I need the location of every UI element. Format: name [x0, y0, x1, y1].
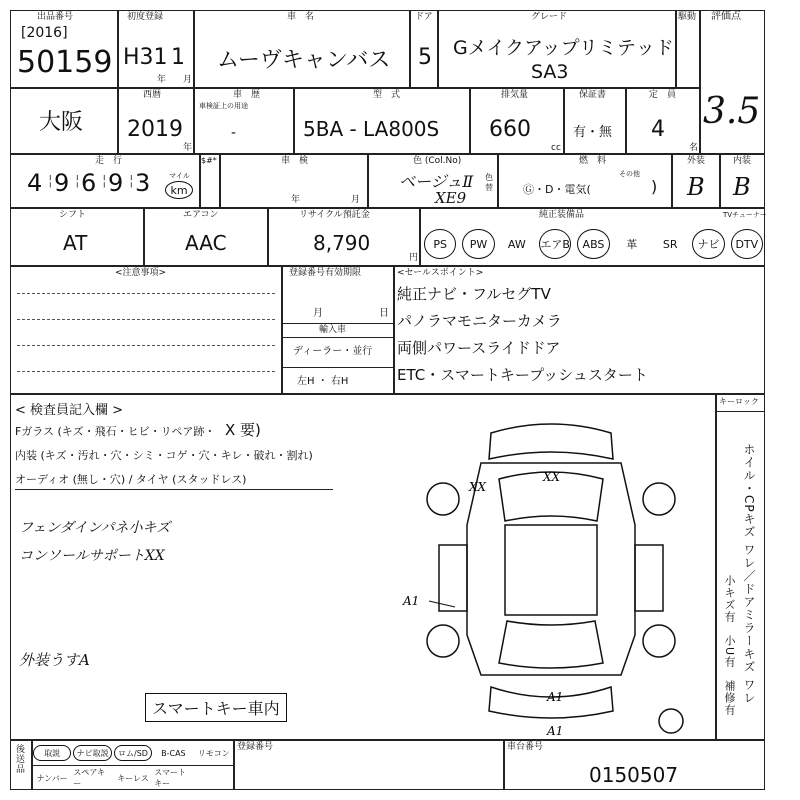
ac-cell: [144, 208, 268, 266]
caution-cell: [10, 266, 282, 394]
model-code: 5BA - LA800S: [303, 117, 440, 141]
equipment-item: 革: [626, 238, 638, 251]
reg-expiry-cell: [282, 266, 394, 394]
mileage-digit: 6: [81, 169, 97, 197]
equipment-item: エアB: [539, 229, 571, 259]
equip-label: 純正装備品: [539, 210, 585, 220]
auction-sheet: [10, 10, 765, 790]
capacity-cell: [626, 88, 700, 154]
mark-a1-left: A1: [403, 594, 420, 608]
mileage-digit: 9: [54, 169, 70, 197]
mileage-check-label: $#*: [201, 156, 217, 165]
fuel-label: 燃 料: [579, 156, 607, 166]
sales-points-cell: [394, 266, 765, 394]
doors-value: 5: [418, 45, 432, 70]
mileage-cell: [10, 154, 200, 208]
mileage-digit: 4: [27, 169, 43, 197]
keylock-cell: [716, 394, 765, 740]
tuner-label: TVチューナー: [723, 211, 767, 219]
recycle-unit: 円: [409, 253, 419, 263]
doc-item: スペアキー: [73, 768, 106, 788]
doc-item: 取説: [33, 745, 71, 761]
equipment-item: ABS: [577, 229, 609, 259]
fuel-cell: [498, 154, 672, 208]
mileage-digit: 9: [108, 169, 124, 197]
sales-point: ETC・スマートキープッシュスタート: [397, 366, 648, 384]
grade-cell: [438, 10, 676, 88]
mark-xx-1: XX: [469, 480, 487, 494]
hand-note-1: フェンダインパネ小キズ: [19, 520, 171, 536]
mileage-unit: km: [165, 181, 193, 199]
dealer-label: ディーラー・並行: [293, 346, 373, 357]
mark-xx-2: XX: [543, 470, 561, 484]
recycle-value: 8,790: [313, 231, 371, 255]
model-label: 型 式: [373, 90, 401, 100]
mileage-separator: ¦: [102, 173, 107, 189]
equipment-item: AW: [507, 237, 526, 251]
door-label: ドア: [415, 12, 433, 22]
interior-cell: [720, 154, 765, 208]
model-code-cell: [294, 88, 470, 154]
hand-note-3: 外装うすA: [19, 651, 90, 669]
region-cell: [10, 88, 118, 154]
docs-items-cell: [32, 740, 234, 790]
shift-label: シフト: [59, 210, 87, 220]
interior-line: 内装 (キズ・汚れ・穴・シミ・コゲ・穴・キレ・破れ・割れ): [15, 449, 313, 462]
lot-label: 出品番号: [37, 12, 74, 22]
audio-line: オーディオ (無し・穴) / タイヤ (スタッドレス): [15, 473, 247, 486]
history-value: -: [231, 125, 237, 141]
displacement: 660: [489, 117, 531, 142]
fuel-other-label: その他: [619, 170, 640, 178]
mark-a1-center: A1: [547, 690, 564, 704]
history-sub: 車検証上の用途: [199, 102, 248, 110]
inspection-month-unit: 月: [351, 195, 361, 205]
mileage-label: 走 行: [95, 156, 123, 166]
displacement-cell: [470, 88, 564, 154]
doc-item: キーレス: [117, 773, 149, 783]
smart-key-note: スマートキー車内: [145, 693, 287, 722]
reg-expiry-label: 登録番号有効期限: [289, 268, 362, 278]
history-cell: [194, 88, 294, 154]
glass-line: Fガラス (キズ・飛石・ヒビ・リペア跡・: [15, 425, 216, 438]
chassis-number: 0150507: [589, 763, 679, 787]
warranty-label: 保証書: [579, 90, 607, 100]
fuel-close: ): [651, 177, 658, 196]
glass-mark: X 要): [225, 421, 261, 439]
equipment-item: SR: [662, 237, 678, 251]
chassis-cell: [504, 740, 765, 790]
sales-point: 純正ナビ・フルセグTV: [397, 285, 551, 303]
exterior-label: 外装: [687, 156, 706, 166]
shift-value: AT: [63, 231, 88, 255]
exterior-grade: B: [687, 173, 705, 201]
car-name: ムーヴキャンバス: [217, 48, 391, 73]
keylock-label: キーロック: [719, 397, 759, 406]
equipment-item: PS: [424, 229, 456, 259]
side-note-2: 小キズ有 小U有 補修有: [723, 575, 736, 717]
sales-point: パノラマモニターカメラ: [397, 312, 562, 330]
color-cell: [368, 154, 498, 208]
color-change-label: 色替: [485, 173, 493, 192]
doc-item: リモコン: [197, 748, 230, 758]
reg-number-label: 登録番号: [237, 742, 274, 752]
docs-label: 後送品: [16, 745, 26, 775]
grade-label: グレード: [531, 12, 568, 22]
car-label: 車 名: [287, 12, 315, 22]
mileage-check-cell: [200, 154, 220, 208]
drive-cell: [676, 10, 700, 88]
year-label: 西暦: [143, 90, 162, 100]
doc-item: ロム/SD: [114, 745, 152, 761]
doors-cell: [410, 10, 438, 88]
inspection-area: [10, 394, 716, 740]
car-name-cell: [194, 10, 410, 88]
mileage-unit-top: マイル: [169, 172, 190, 180]
capacity-unit: 名: [689, 143, 699, 153]
reg-month: 1: [171, 45, 185, 70]
sales-label: <セールスポイント>: [397, 268, 484, 278]
grade-line2: SA3: [531, 61, 569, 83]
fuel-value: Ⓖ・D・電気(: [523, 183, 591, 196]
reg-month-unit: 月: [183, 75, 193, 85]
cc-unit: cc: [551, 143, 561, 153]
lot-cell: [10, 10, 118, 88]
equipment-cell: [420, 208, 765, 266]
interior-label: 内装: [733, 156, 752, 166]
reg-expiry-day: 日: [379, 308, 389, 319]
recycle-cell: [268, 208, 420, 266]
inspection-year-unit: 年: [291, 195, 301, 205]
exterior-cell: [672, 154, 720, 208]
model-year-cell: [118, 88, 194, 154]
model-year-unit: 年: [183, 143, 193, 153]
interior-grade: B: [733, 173, 751, 201]
caution-label: <注意事項>: [115, 268, 167, 278]
score-cell: [700, 10, 765, 154]
capacity-value: 4: [651, 117, 665, 142]
model-year: 2019: [127, 117, 183, 142]
chassis-label: 車台番号: [507, 742, 544, 752]
mileage-separator: ¦: [75, 173, 80, 189]
import-label: 輸入車: [319, 325, 347, 335]
reg-label: 初度登録: [127, 12, 164, 22]
doc-item: ナビ取説: [73, 745, 111, 761]
docs-label-cell: [10, 740, 32, 790]
car-damage-diagram: [403, 415, 681, 738]
equipment-item: DTV: [731, 229, 763, 259]
reg-year-unit: 年: [157, 75, 167, 85]
equipment-item: PW: [462, 229, 494, 259]
color-code: XE9: [435, 189, 467, 207]
cc-label: 排気量: [501, 90, 529, 100]
reg-expiry-month: 月: [313, 308, 323, 319]
mileage-separator: ¦: [48, 173, 53, 189]
lot-number: 50159: [17, 45, 113, 80]
first-reg-cell: [118, 10, 194, 88]
equipment-item: ナビ: [692, 229, 724, 259]
warranty-cell: [564, 88, 626, 154]
history-label: 車 歴: [233, 90, 261, 100]
side-note: ホイル・CPキズ ワレ／ドアミラーキズ ワレ: [742, 443, 756, 705]
docs-row-1: [33, 741, 235, 766]
drive-label: 駆動: [678, 12, 697, 22]
lot-year: [2016]: [21, 25, 68, 41]
capacity-label: 定 員: [649, 90, 677, 100]
warranty-value: 有・無: [573, 125, 613, 140]
sales-point: 両側パワースライドドア: [397, 339, 561, 357]
mileage-digit: 3: [135, 169, 151, 197]
ac-label: エアコン: [183, 210, 219, 220]
score-label: 評価点: [711, 11, 741, 22]
mark-a1-bottom: A1: [547, 724, 564, 738]
inspection-label: 車 検: [281, 156, 309, 166]
score-value: 3.5: [703, 91, 761, 132]
grade-line1: Gメイクアップリミテッド: [453, 37, 674, 59]
color-label: 色 (Col.No): [413, 156, 462, 166]
inspection-cell: [220, 154, 368, 208]
color-name: ベージュⅡ: [399, 172, 474, 191]
docs-row-2: [33, 766, 235, 791]
doc-item: スマートキー: [154, 768, 187, 788]
reg-number-cell: [234, 740, 504, 790]
region: 大阪: [39, 110, 84, 135]
equipment-row: [421, 223, 766, 267]
handle-label: 左H ・ 右H: [297, 376, 349, 387]
doc-item: ナンバー: [36, 773, 68, 783]
ac-value: AAC: [185, 231, 227, 255]
mileage-separator: ¦: [129, 173, 134, 189]
recycle-label: リサイクル預託金: [299, 210, 370, 220]
inspection-title: < 検査員記入欄 >: [15, 403, 124, 418]
doc-item: B-CAS: [161, 748, 186, 758]
reg-era: H31: [123, 45, 168, 70]
shift-cell: [10, 208, 144, 266]
hand-note-2: コンソールサポートXX: [19, 548, 165, 564]
